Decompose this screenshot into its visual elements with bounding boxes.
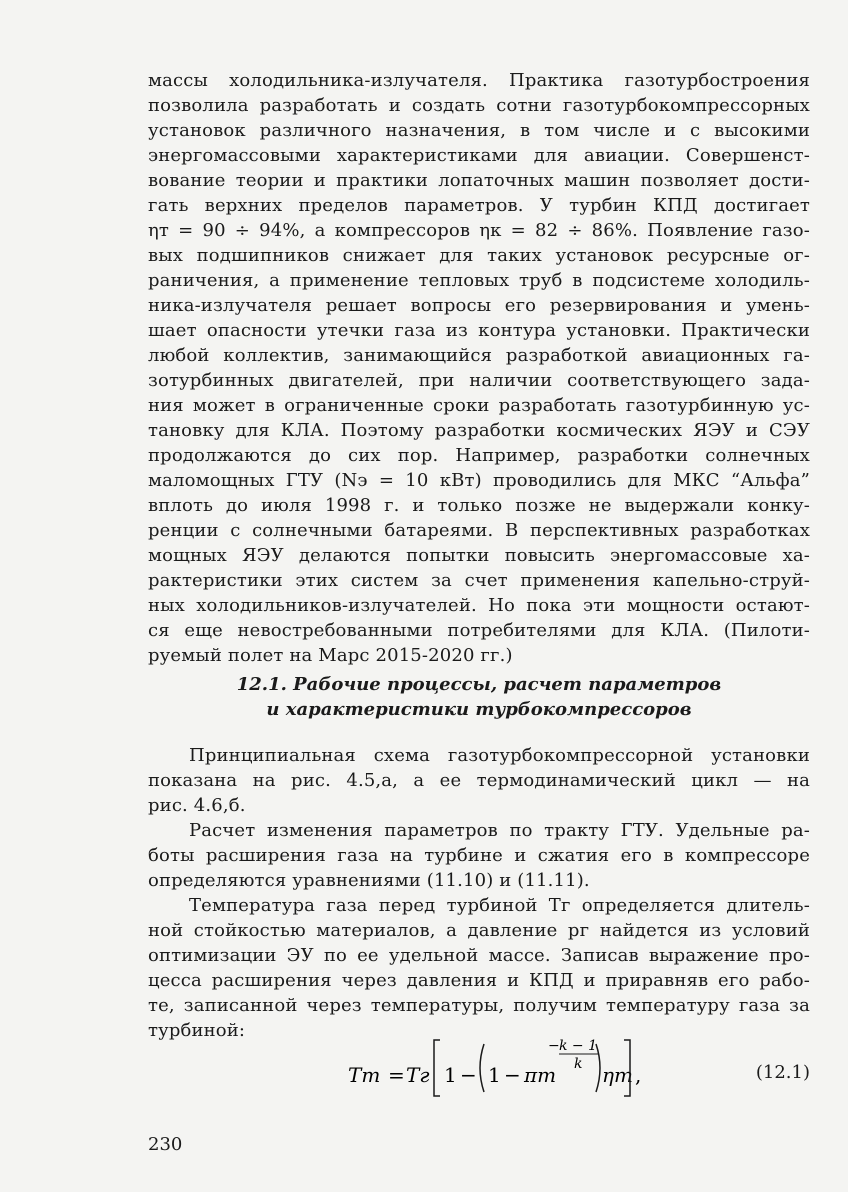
eq-eta: ηт [602, 1063, 633, 1087]
text-line: рактеристики этих систем за счет применения капельно-струй- [148, 570, 810, 591]
text-line: маломощных ГТУ (Nэ = 10 кВт) проводились для МКС “Альфа” [148, 470, 810, 491]
text-line: массы холодильника-излучателя. Практика газотурбостроения [148, 70, 810, 91]
text-line: зотурбинных двигателей, при наличии соответствующего зада- [148, 370, 810, 391]
text-line: ηт = 90 ÷ 94%, а компрессоров ηк = 82 ÷ 86%. Появление газо- [148, 220, 810, 241]
eq-minus-inner: − [504, 1063, 521, 1087]
eq-exp-denominator: k [574, 1056, 583, 1072]
text-line: ния может в ограниченные сроки разработать газотурбинную ус- [148, 395, 810, 416]
text-line: вплоть до июля 1998 г. и только позже не выдержали конку- [148, 495, 810, 516]
text-line: цесса расширения через давления и КПД и приравняв его рабо- [148, 970, 810, 991]
eq-pi: πт [524, 1063, 557, 1087]
left-bracket-icon [434, 1040, 440, 1096]
text-line: рис. 4.6,б. [148, 795, 246, 816]
text-line: Принципиальная схема газотурбокомпрессорной установки [189, 745, 810, 766]
text-line: ся еще невостребованными потребителями для КЛА. (Пилоти- [148, 620, 810, 641]
eq-equals-sign: = [388, 1063, 405, 1087]
equation-12-1 [148, 1030, 810, 1110]
text-line: любой коллектив, занимающийся разработкой авиационных га- [148, 345, 810, 366]
equation-number: (12.1) [755, 1062, 810, 1083]
text-line: турбиной: [148, 1020, 246, 1041]
section-heading-line-1: 12.1. Рабочие процессы, расчет параметров [236, 674, 722, 695]
text-line: Расчет изменения параметров по тракту ГТУ. Удельные ра- [189, 820, 810, 841]
text-line: продолжаются до сих пор. Например, разработки солнечных [148, 445, 810, 466]
eq-one-inner: 1 [488, 1063, 501, 1087]
text-line: ных холодильников-излучателей. Но пока эти мощности остают- [148, 595, 810, 616]
text-line: позволила разработать и создать сотни газотурбокомпрессорных [148, 95, 810, 116]
text-line: те, записанной через температуры, получим температуру газа за [148, 995, 810, 1016]
text-line: тановку для КЛА. Поэтому разработки космических ЯЭУ и СЭУ [148, 420, 810, 441]
equation-formula [348, 1030, 648, 1110]
section-heading-line-2: и характеристики турбокомпрессоров [266, 699, 692, 720]
eq-minus: − [460, 1063, 477, 1087]
text-line: ренции с солнечными батареями. В перспективных разработках [148, 520, 810, 541]
page-number: 230 [148, 1134, 183, 1155]
text-line: Температура газа перед турбиной Tг определяется длитель- [189, 895, 810, 916]
text-line: определяются уравнениями (11.10) и (11.11). [148, 870, 590, 891]
text-line: вование теории и практики лопаточных машин позволяет дости- [148, 170, 810, 191]
text-line: ника-излучателя решает вопросы его резервирования и умень- [148, 295, 810, 316]
eq-exp-numerator: k − 1 [559, 1038, 598, 1054]
text-line: вых подшипников снижает для таких установок ресурсные ог- [148, 245, 810, 266]
text-line: шает опасности утечки газа из контура установки. Практически [148, 320, 810, 341]
eq-one: 1 [444, 1063, 457, 1087]
eq-comma: , [635, 1063, 642, 1087]
text-line: установок различного назначения, в том числе и с высокими [148, 120, 810, 141]
text-line: гать верхних пределов параметров. У турбин КПД достигает [148, 195, 810, 216]
text-line: ной стойкостью материалов, а давление pг найдется из условий [148, 920, 810, 941]
left-paren-icon [480, 1044, 484, 1092]
text-line: раничения, а применение тепловых труб в подсистеме холодиль- [148, 270, 810, 291]
eq-exp-minus: − [548, 1038, 560, 1054]
text-line: руемый полет на Марс 2015-2020 гг.) [148, 645, 513, 666]
eq-tg: Tг [406, 1063, 430, 1087]
text-line: оптимизации ЭУ по ее удельной массе. Записав выражение про- [148, 945, 810, 966]
text-line: энергомассовыми характеристиками для авиации. Совершенст- [148, 145, 810, 166]
text-line: показана на рис. 4.5,а, а ее термодинамический цикл — на [148, 770, 810, 791]
text-line: боты расширения газа на турбине и сжатия его в компрессоре [148, 845, 810, 866]
text-line: мощных ЯЭУ делаются попытки повысить энергомассовые ха- [148, 545, 810, 566]
eq-lhs: Tт [348, 1063, 381, 1087]
